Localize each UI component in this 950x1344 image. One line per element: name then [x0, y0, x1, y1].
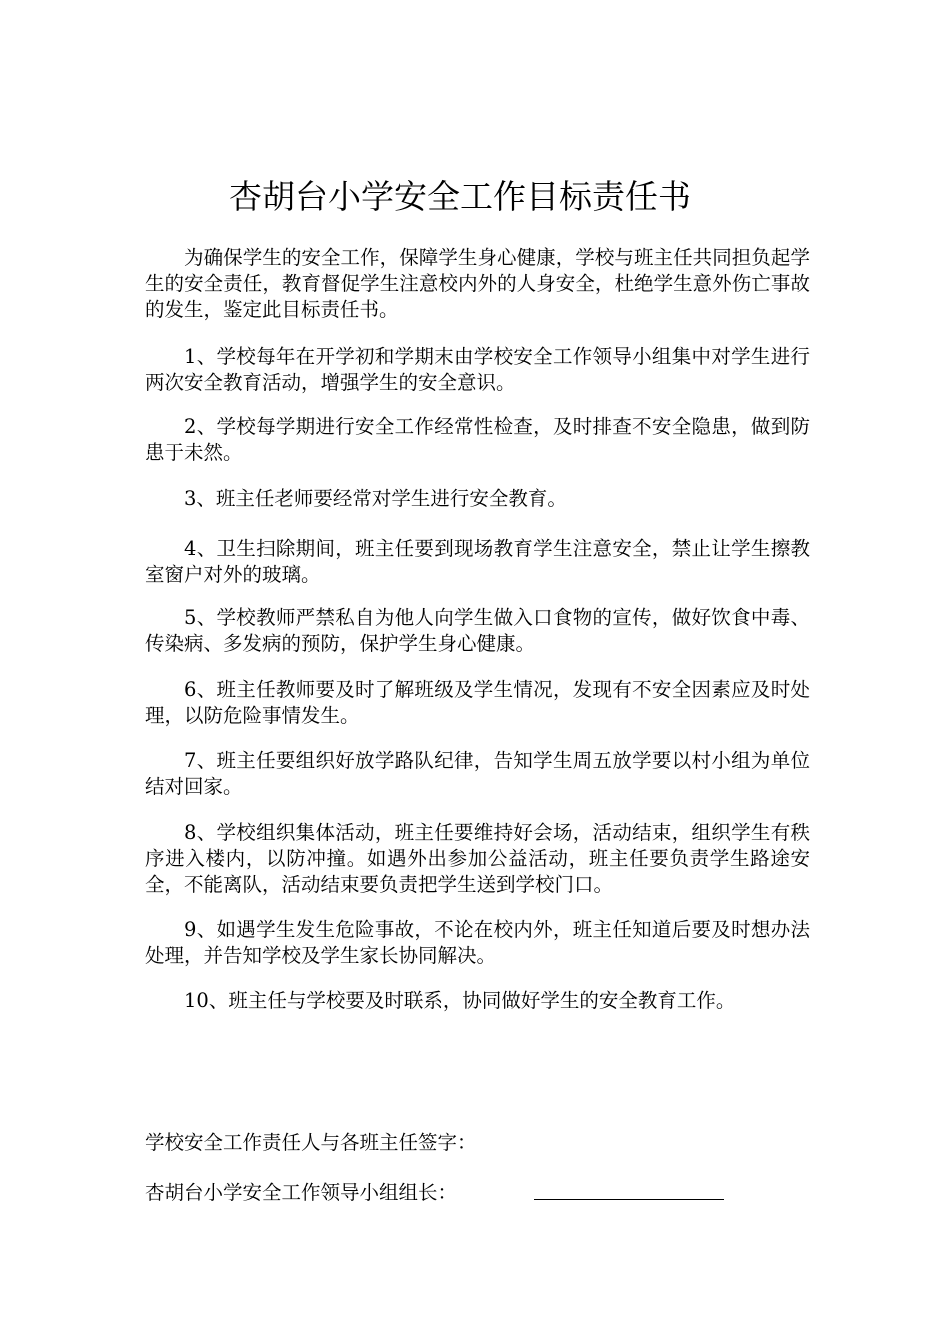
item-5: 5、学校教师严禁私自为他人向学生做入口食物的宣传，做好饮食中毒、传染病、多发病的预防，保护学生身心健康。 — [145, 606, 810, 655]
item-10: 10、班主任与学校要及时联系，协同做好学生的安全教育工作。 — [184, 989, 736, 1012]
item-3: 3、班主任老师要经常对学生进行安全教育。 — [184, 487, 567, 510]
item-4: 4、卫生扫除期间，班主任要到现场教育学生注意安全，禁止让学生擦教室窗户对外的玻璃。 — [145, 537, 810, 586]
signature-label-leader: 杏胡台小学安全工作领导小组组长： — [145, 1181, 458, 1204]
document-title: 杏胡台小学安全工作目标责任书 — [229, 177, 691, 216]
item-8: 8、学校组织集体活动，班主任要维持好会场，活动结束，组织学生有秩序进入楼内，以防冲撞。如遇外出参加公益活动，班主任要负责学生路途安全，不能离队，活动结束要负责把学生送到学校门口。 — [145, 821, 810, 896]
signature-blank-line — [534, 1199, 724, 1200]
signature-label-responsible: 学校安全工作责任人与各班主任签字： — [145, 1131, 477, 1154]
item-2: 2、学校每学期进行安全工作经常性检查，及时排查不安全隐患，做到防患于未然。 — [145, 415, 810, 464]
item-1: 1、学校每年在开学初和学期末由学校安全工作领导小组集中对学生进行两次安全教育活动，增强学生的安全意识。 — [145, 345, 810, 394]
item-7: 7、班主任要组织好放学路队纪律，告知学生周五放学要以村小组为单位结对回家。 — [145, 749, 810, 798]
intro-paragraph: 为确保学生的安全工作，保障学生身心健康，学校与班主任共同担负起学生的安全责任，教育督促学生注意校内外的人身安全，杜绝学生意外伤亡事故的发生，鉴定此目标责任书。 — [145, 246, 810, 321]
item-6: 6、班主任教师要及时了解班级及学生情况，发现有不安全因素应及时处理，以防危险事情发生。 — [145, 678, 810, 727]
item-9: 9、如遇学生发生危险事故，不论在校内外，班主任知道后要及时想办法处理，并告知学校及学生家长协同解决。 — [145, 918, 810, 967]
